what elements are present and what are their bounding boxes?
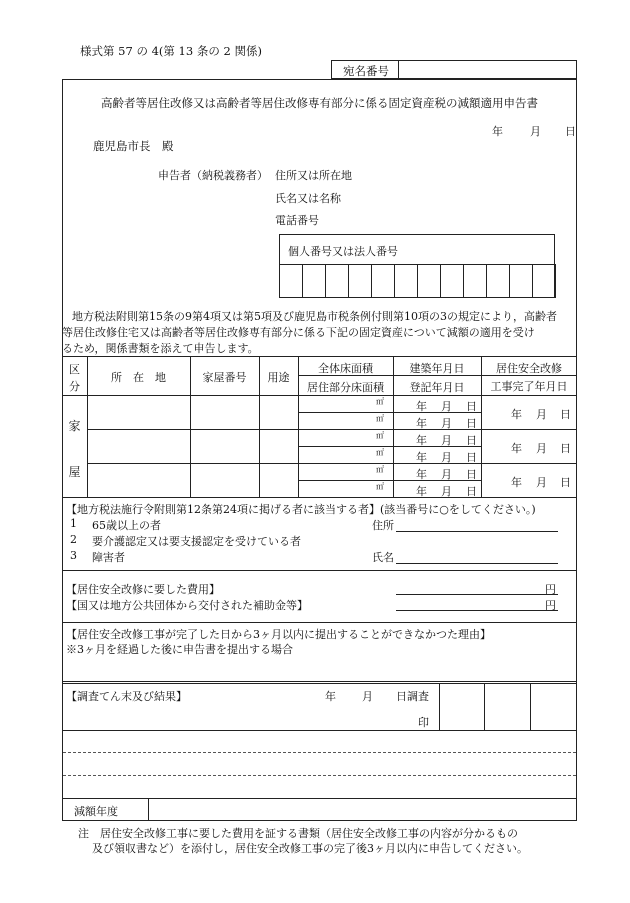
- investigation-month: 月: [362, 690, 373, 703]
- id-number-cell[interactable]: [509, 264, 533, 298]
- unit-m2: ㎡: [376, 448, 384, 457]
- row-year: 年: [416, 468, 427, 481]
- work-done-day: 日: [560, 408, 571, 421]
- eligibility-address-field[interactable]: [396, 531, 558, 532]
- row-day: 日: [466, 468, 477, 481]
- form-label: 様式第 57 の 4(第 13 条の 2 関係): [80, 44, 262, 58]
- eligibility-item-1: 65歳以上の者: [92, 519, 161, 532]
- area-field[interactable]: [298, 446, 374, 463]
- col-work-done-1: 居住安全改修: [496, 362, 562, 375]
- row-day: 日: [466, 485, 477, 498]
- subsidy-field[interactable]: [396, 610, 558, 611]
- divider: [62, 570, 577, 571]
- frame-left: [62, 79, 63, 820]
- eligibility-num-1[interactable]: 1: [70, 517, 77, 530]
- reduction-year-field[interactable]: [149, 799, 576, 820]
- row-year: 年: [416, 417, 427, 430]
- area-field[interactable]: [298, 429, 374, 446]
- unit-m2: ㎡: [376, 431, 384, 440]
- unit-m2: ㎡: [376, 482, 384, 491]
- eligibility-address-label: 住所: [372, 519, 394, 532]
- id-number-cell[interactable]: [532, 264, 556, 298]
- frame-right: [576, 79, 577, 820]
- investigation-day-check: 日調査: [396, 690, 429, 703]
- eligibility-item-3: 障害者: [92, 551, 125, 564]
- id-number-cell[interactable]: [371, 264, 395, 298]
- footnote-line-1: 注 居住安全改修工事に要した費用を証する書類（居住安全改修工事の内容が分かるもの: [78, 827, 518, 840]
- frame-bottom: [62, 820, 577, 821]
- row-month: 月: [441, 400, 452, 413]
- phone-label: 電話番号: [275, 214, 319, 227]
- eligibility-num-3[interactable]: 3: [70, 549, 77, 562]
- document-title: 高齢者等居住改修又は高齢者等居住改修専有部分に係る固定資産税の減額適用申告書: [101, 96, 538, 110]
- row-day: 日: [466, 434, 477, 447]
- work-done-month: 月: [536, 408, 547, 421]
- work-done-day: 日: [560, 442, 571, 455]
- row-month: 月: [441, 468, 452, 481]
- date-day: 日: [565, 125, 576, 138]
- id-number-cell[interactable]: [325, 264, 349, 298]
- area-field[interactable]: [298, 480, 374, 497]
- area-field[interactable]: [298, 463, 374, 480]
- seal-box-1[interactable]: [440, 684, 484, 730]
- row-month: 月: [441, 451, 452, 464]
- delay-reason-field[interactable]: [63, 656, 576, 680]
- dashed-line: [63, 775, 576, 776]
- unit-m2: ㎡: [376, 414, 384, 423]
- id-number-cell[interactable]: [486, 264, 510, 298]
- frame-top: [62, 79, 577, 80]
- applicant-heading: 申告者（納税義務者）: [158, 169, 268, 182]
- id-number-cell[interactable]: [302, 264, 326, 298]
- renovation-cost-label: 【居住安全改修に要した費用】: [66, 583, 220, 596]
- intro-line-1: 地方税法附則第15条の9第4項又は第5項及び鹿児島市税条例付則第10項の3の規定により，高齢者: [72, 310, 557, 323]
- id-number-cell[interactable]: [463, 264, 487, 298]
- intro-line-3: るため，関係書類を添えて申告します。: [62, 342, 259, 355]
- row-kaoku-1: 家: [68, 419, 81, 433]
- eligibility-num-2[interactable]: 2: [70, 533, 77, 546]
- row-month: 月: [441, 434, 452, 447]
- id-number-label: 個人番号又は法人番号: [288, 245, 398, 258]
- col-total-area: 全体床面積: [318, 362, 373, 375]
- eligibility-item-2: 要介護認定又は要支援認定を受けている者: [92, 535, 301, 548]
- area-field[interactable]: [298, 395, 374, 412]
- id-number-cell[interactable]: [348, 264, 372, 298]
- location-field[interactable]: [87, 395, 190, 412]
- location-field[interactable]: [87, 412, 190, 429]
- id-number-cell[interactable]: [417, 264, 441, 298]
- col-living-area: 居住部分床面積: [307, 381, 384, 394]
- area-field[interactable]: [298, 412, 374, 429]
- col-kubun-2: 分: [69, 380, 80, 393]
- row-day: 日: [466, 451, 477, 464]
- location-field[interactable]: [87, 429, 190, 446]
- table-bottom: [62, 497, 577, 498]
- row-year: 年: [416, 400, 427, 413]
- col-location: 所 在 地: [111, 371, 166, 384]
- location-field[interactable]: [87, 446, 190, 463]
- date-year: 年: [492, 125, 503, 138]
- eligibility-name-field[interactable]: [396, 563, 558, 564]
- id-number-cell[interactable]: [394, 264, 418, 298]
- addressee-number-field[interactable]: [398, 60, 577, 79]
- footnote-line-2: 及び領収書など）を添付し，居住安全改修工事の完了後3ヶ月以内に申告してください。: [92, 842, 528, 855]
- col-registered: 登記年月日: [409, 381, 465, 394]
- table-top: [62, 356, 577, 357]
- delay-reason-heading: 【居住安全改修工事が完了した日から3ヶ月以内に提出することができなかつた理由】: [66, 628, 491, 641]
- date-month: 月: [530, 125, 541, 138]
- row-kaoku-2: 屋: [68, 465, 81, 479]
- eligibility-heading: 【地方税法施行令附則第12条第24項に掲げる者に該当する者】(該当番号に○をしてください。): [66, 503, 536, 516]
- work-done-month: 月: [536, 442, 547, 455]
- investigation-year: 年: [325, 690, 336, 703]
- location-field[interactable]: [87, 480, 190, 497]
- subsidy-label: 【国又は地方公共団体から交付された補助金等】: [66, 599, 308, 612]
- addressee-number-label: 宛名番号: [343, 64, 389, 78]
- row-day: 日: [466, 417, 477, 430]
- row-year: 年: [416, 434, 427, 447]
- recipient: 鹿児島市長 殿: [93, 139, 174, 153]
- col-house-number: 家屋番号: [202, 371, 247, 384]
- col-kubun-1: 区: [69, 363, 80, 376]
- work-done-year: 年: [511, 442, 522, 455]
- divider: [62, 730, 577, 731]
- work-done-month: 月: [536, 476, 547, 489]
- seal-box-3[interactable]: [531, 684, 576, 730]
- row-month: 月: [441, 485, 452, 498]
- seal-box-2[interactable]: [485, 684, 530, 730]
- investigation-heading: 【調査てん末及び結果】: [66, 690, 187, 703]
- subsidy-yen: 円: [545, 599, 556, 612]
- delay-reason-note: ※3ヶ月を経過した後に申告書を提出する場合: [66, 643, 293, 656]
- address-label: 住所又は所在地: [275, 169, 352, 182]
- work-done-year: 年: [511, 476, 522, 489]
- row-month: 月: [441, 417, 452, 430]
- eligibility-name-label: 氏名: [372, 551, 394, 564]
- table-col: [393, 356, 394, 497]
- unit-m2: ㎡: [376, 465, 384, 474]
- col-built: 建築年月日: [409, 362, 465, 375]
- name-label: 氏名又は名称: [275, 192, 341, 205]
- divider-double: [62, 681, 577, 682]
- id-number-cell[interactable]: [440, 264, 464, 298]
- unit-m2: ㎡: [376, 397, 384, 406]
- reduction-year-label: 減額年度: [74, 805, 118, 818]
- work-done-year: 年: [511, 408, 522, 421]
- divider: [62, 622, 577, 623]
- location-field[interactable]: [87, 463, 190, 480]
- investigation-seal: 印: [418, 716, 429, 729]
- id-number-cell[interactable]: [279, 264, 303, 298]
- renovation-cost-yen: 円: [545, 583, 556, 596]
- row-day: 日: [466, 400, 477, 413]
- row-year: 年: [416, 485, 427, 498]
- intro-line-2: 等居住改修住宅又は高齢者等居住改修専有部分に係る下記の固定資産について減額の適用を受け: [62, 326, 535, 339]
- renovation-cost-field[interactable]: [396, 594, 558, 595]
- col-use: 用途: [267, 371, 290, 384]
- work-done-day: 日: [560, 476, 571, 489]
- dashed-line: [63, 752, 576, 753]
- row-year: 年: [416, 451, 427, 464]
- col-work-done-2: 工事完了年月日: [490, 380, 568, 393]
